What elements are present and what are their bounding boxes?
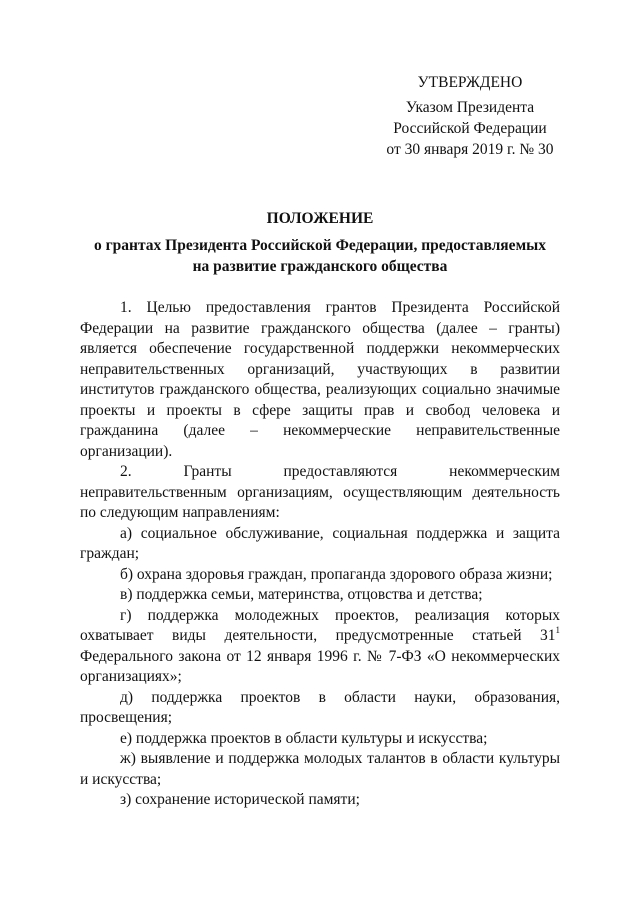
approval-heading: УТВЕРЖДЕНО: [417, 74, 523, 91]
item-a: а) социальное обслуживание, социальная поддержка и защита граждан;: [80, 524, 560, 562]
approval-stamp: [360, 72, 580, 160]
item-b: б) охрана здоровья граждан, пропаганда здорового образа жизни;: [120, 565, 553, 583]
approval-line-3: от 30 января 2019 г. № 30: [386, 141, 554, 158]
item-g-text-end: Федерального закона от 12 января 1996 г. № 7-ФЗ «О некоммерческих организациях»;: [80, 647, 560, 685]
item-v: в) поддержка семьи, материнства, отцовства и детства;: [120, 586, 483, 603]
document-subtitle-line-2: на развитие гражданского общества: [192, 258, 448, 275]
paragraph-2: 2. Гранты предоставляются некоммерческим неправительственным организациям, осуществляющим деятельность по следующим направлениям:: [80, 463, 560, 521]
item-z: з) сохранение исторической памяти;: [120, 791, 360, 808]
article-superscript: 1: [555, 625, 560, 635]
item-g: [80, 606, 560, 688]
paragraph-1: 1. Целью предоставления грантов Президента Российской Федерации на развитие гражданского общества (далее – гранты) является обеспечение государственной поддержки некоммерческих неправительственных организаций, участвующих в развитии институтов гражданского общества, реализующих социально значимые проекты и проекты в сфере защиты прав и свобод человека и гражданина (далее – некоммерческие неправительственные организации).: [80, 299, 560, 460]
item-e: е) поддержка проектов в области культуры и искусства;: [120, 729, 488, 747]
document-title: ПОЛОЖЕНИЕ: [266, 210, 374, 227]
item-g-text-start: г) поддержка молодежных проектов, реализация которых охватывает виды деятельности, предусмотренные статьей 31: [80, 606, 560, 644]
item-zh: ж) выявление и поддержка молодых талантов в области культуры и искусства;: [80, 750, 560, 788]
document-body: [80, 298, 560, 811]
document-title-block: [80, 208, 560, 277]
item-d: д) поддержка проектов в области науки, образования, просвещения;: [80, 688, 560, 726]
approval-line-2: Российской Федерации: [393, 120, 547, 137]
document-subtitle-line-1: о грантах Президента Российской Федерации, предоставляемых: [94, 237, 546, 254]
approval-line-1: Указом Президента: [405, 99, 535, 116]
